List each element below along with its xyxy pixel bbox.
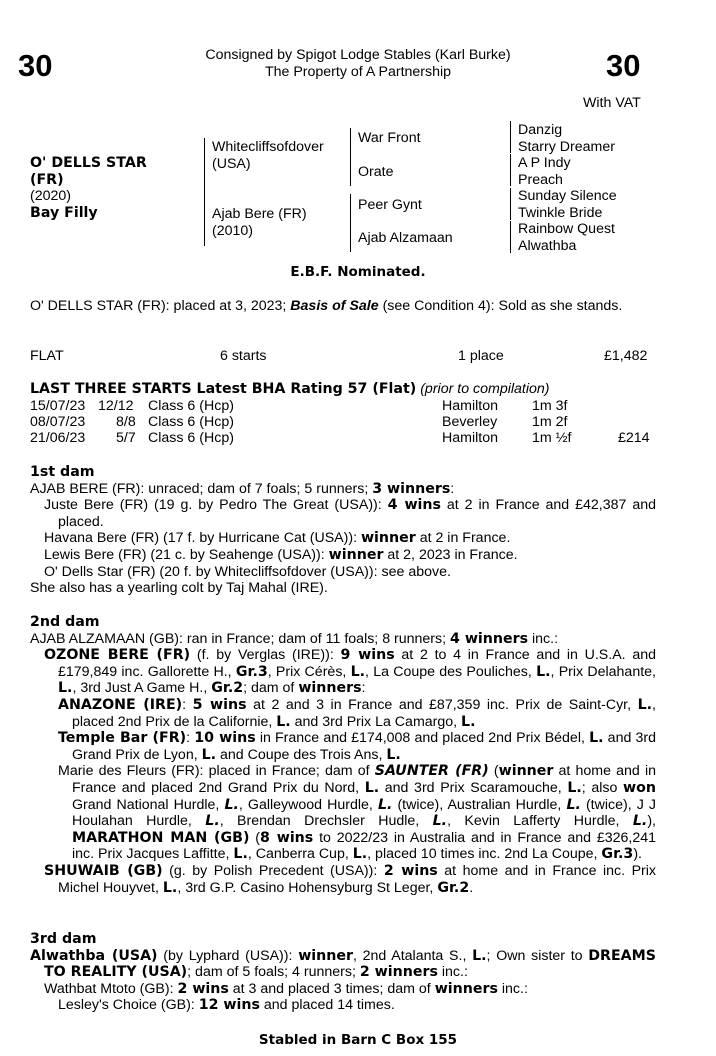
dam-year: (2010)	[212, 222, 254, 239]
first-dam-heading: 1st dam	[30, 464, 95, 480]
third-dam-intro: Alwathba (USA) (by Lyphard (USA)): winner, 2nd Atalanta S., L.; Own sister to DREAMS TO REALITY (USA); dam of 5 foals; 4 runners; 2 winners inc.:	[30, 947, 656, 981]
list-item: O' Dells Star (FR) (20 f. by Whitecliffsofdover (USA)): see above.	[44, 563, 451, 580]
second-dam-section	[30, 614, 656, 896]
pedigree-divider-2a	[350, 128, 351, 186]
horse-country: (FR)	[30, 171, 64, 188]
horse-info	[30, 155, 147, 221]
horse-name: O' DELLS STAR	[30, 155, 147, 171]
pedigree-divider-3b	[510, 154, 511, 186]
gen3-list	[518, 122, 617, 254]
gen2-2: Orate	[358, 164, 394, 180]
third-dam-heading: 3rd dam	[30, 931, 97, 947]
list-item: Lewis Bere (FR) (21 c. by Seahenge (USA)): winner at 2, 2023 in France.	[44, 546, 518, 563]
sire-country: (USA)	[212, 155, 251, 172]
lot-number-right: 30	[606, 48, 641, 83]
gen2-1: War Front	[358, 130, 421, 146]
list-item: Havana Bere (FR) (17 f. by Hurricane Cat (USA)): winner at 2 in France.	[44, 530, 511, 547]
flat-label: FLAT	[30, 348, 64, 364]
vat-label: With VAT	[583, 95, 641, 111]
gen3-4: Preach	[518, 171, 563, 188]
dam-name: Ajab Bere (FR)	[212, 206, 307, 222]
second-dam-heading: 2nd dam	[30, 614, 100, 630]
gen2-4: Ajab Alzamaan	[358, 230, 453, 246]
sire	[212, 139, 324, 172]
list-item: SHUWAIB (GB) (g. by Polish Precedent (USA)): 2 wins at home and in France inc. Prix Michel Houyvet, L., 3rd G.P. Casino Hohensyburg St Leger, Gr.2.	[44, 862, 657, 896]
gen3-7: Rainbow Quest	[518, 221, 615, 237]
horse-year: (2020)	[30, 188, 72, 204]
gen2-3: Peer Gynt	[358, 197, 422, 213]
second-dam-intro: AJAB ALZAMAAN (GB): ran in France; dam of 11 foals; 8 runners; 4 winners inc.:	[30, 630, 559, 647]
list-item: OZONE BERE (FR) (f. by Verglas (IRE)): 9 wins at 2 to 4 in France and in U.S.A. and £179,849 inc. Gallorette H., Gr.3, Prix Cérès, L., La Coupe des Pouliches, L., Prix Delahante, L., 3rd Just A Game H., Gr.2; dam of winners:	[44, 647, 657, 697]
list-item: She also has a yearling colt by Taj Mahal (IRE).	[30, 580, 328, 597]
flat-places: 1 place	[458, 348, 504, 364]
list-item: Marie des Fleurs (FR): placed in France; dam of SAUNTER (FR) (winner at home and in France and placed 2nd Grand Prix du Nord, L. and 3rd Prix Scaramouche, L.; also won Grand National Hurdle, L., Galleywood Hurdle, L. (twice), Australian Hurdle, L. (twice), J J Houlahan Hurdle, L., Brendan Drechsler Hudle, L., Kevin Lafferty Hurdle, L.), MARATHON MAN (GB) (8 wins to 2022/23 in Australia and in France and £326,241 inc. Prix Jacques Laffitte, L., Canberra Cup, L., placed 10 times inc. 2nd La Coupe, Gr.3).	[58, 763, 657, 863]
last-three-heading: LAST THREE STARTS Latest BHA Rating 57 (Flat) (prior to compilation)	[30, 381, 550, 397]
dam	[212, 206, 307, 239]
first-dam-intro: AJAB BERE (FR): unraced; dam of 7 foals; 5 runners; 3 winners:	[30, 480, 455, 497]
list-item: Lesley's Choice (GB): 12 wins and placed 14 times.	[58, 997, 395, 1014]
ebf-nominated: E.B.F. Nominated.	[290, 264, 426, 280]
flat-starts: 6 starts	[220, 348, 267, 364]
first-dam-section	[30, 464, 656, 597]
pedigree-divider-1	[204, 138, 205, 246]
pedigree-divider-2b	[350, 194, 351, 252]
list-item: Juste Bere (FR) (19 g. by Pedro The Great (USA)): 4 wins at 2 in France and £42,387 and placed.	[44, 497, 656, 530]
property-line: The Property of A Partnership	[264, 64, 452, 80]
stabling-info: Stabled in Barn C Box 155	[258, 1032, 458, 1048]
pedigree-divider-3d	[510, 221, 511, 253]
consignor-line: Consigned by Spigot Lodge Stables (Karl Burke)	[205, 47, 511, 63]
gen3-1: Danzig	[518, 122, 563, 138]
list-item: Temple Bar (FR): 10 wins in France and £174,008 and placed 2nd Prix Bédel, L. and 3rd Grand Prix de Lyon, L. and Coupe des Trois Ans, L.	[58, 730, 657, 763]
summary-paragraph: O' DELLS STAR (FR): placed at 3, 2023; Basis of Sale (see Condition 4): Sold as she stands.	[30, 298, 623, 314]
pedigree-divider-3a	[510, 121, 511, 153]
gen3-2: Starry Dreamer	[518, 138, 615, 155]
sire-name: Whitecliffsofdover	[212, 139, 324, 155]
lot-number-left: 30	[18, 48, 53, 83]
gen3-6: Twinkle Bride	[518, 204, 603, 221]
gen3-8: Alwathba	[518, 237, 577, 254]
list-item: Wathbat Mtoto (GB): 2 wins at 3 and placed 3 times; dam of winners inc.:	[44, 980, 528, 997]
third-dam-section	[30, 931, 656, 1014]
gen3-3: A P Indy	[518, 155, 571, 171]
horse-sex: Bay Filly	[30, 204, 98, 221]
pedigree-divider-3c	[510, 188, 511, 220]
gen3-5: Sunday Silence	[518, 188, 617, 204]
flat-earnings: £1,482	[604, 348, 648, 364]
list-item: ANAZONE (IRE): 5 wins at 2 and 3 in France and £87,359 inc. Prix de Saint-Cyr, L., placed 2nd Prix de la Californie, L. and 3rd Prix La Camargo, L.	[58, 696, 656, 730]
